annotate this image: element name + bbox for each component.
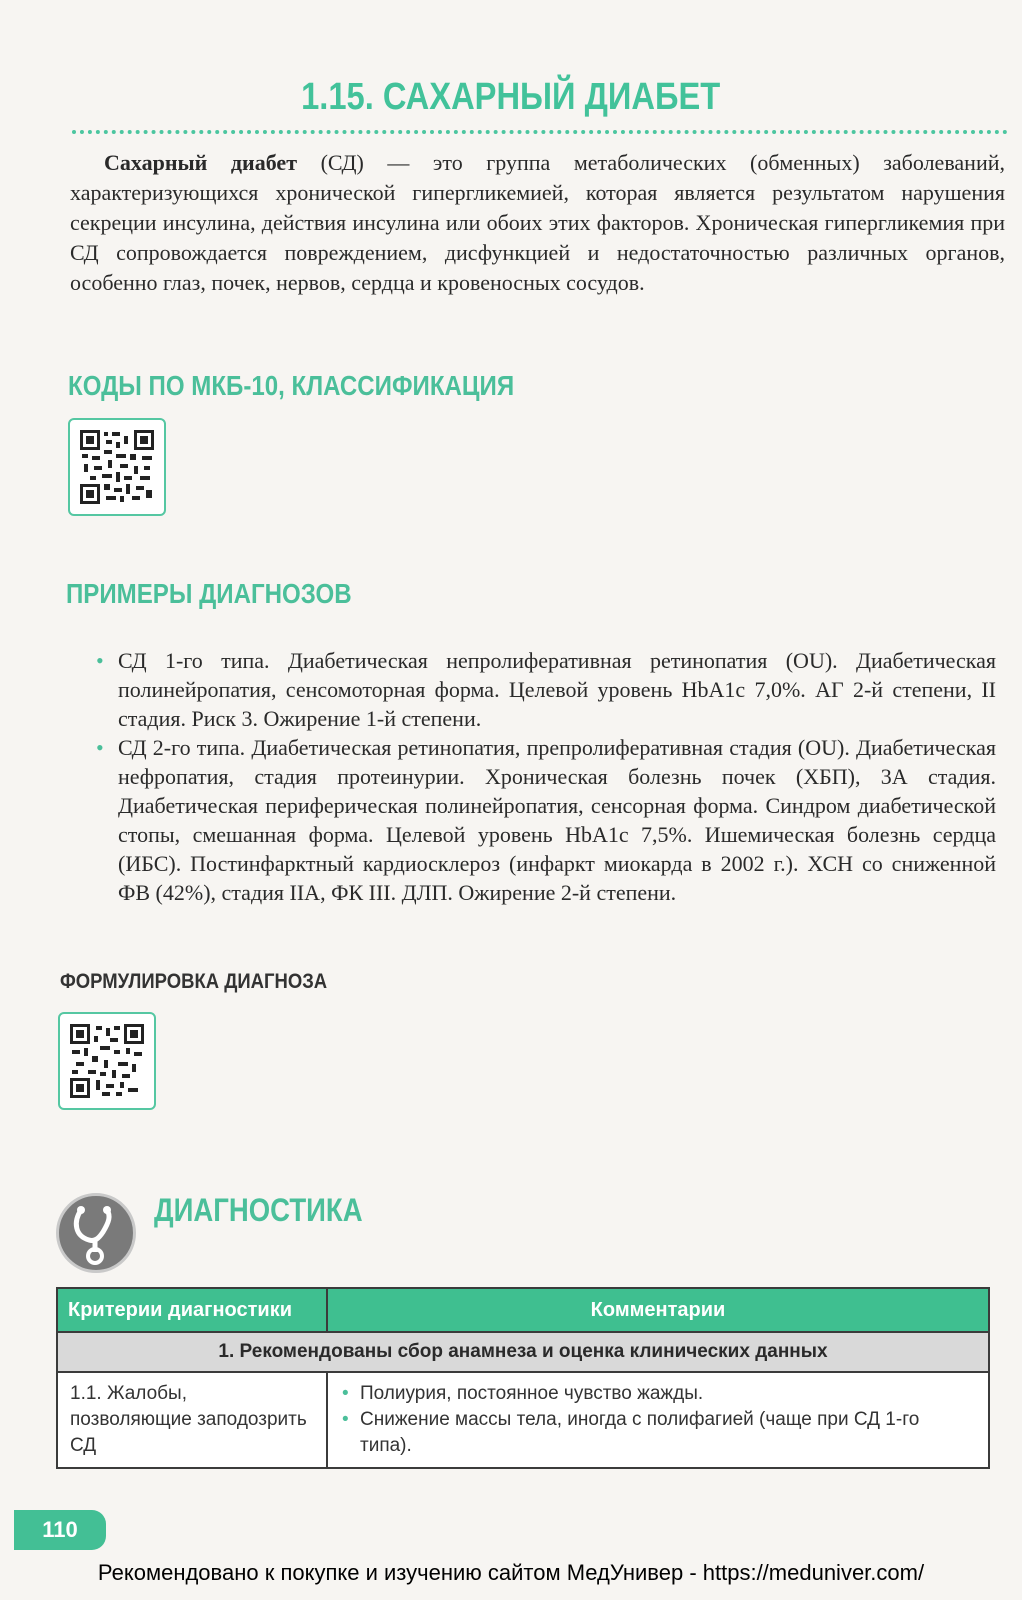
section-heading-icd: КОДЫ ПО МКБ-10, КЛАССИФИКАЦИЯ <box>68 370 515 401</box>
comments-cell <box>327 1372 989 1468</box>
intro-term: Сахарный диабет <box>104 150 298 175</box>
diagnosis-examples-list <box>96 646 996 907</box>
table-header-row <box>57 1288 989 1332</box>
bullet-icon: • <box>96 648 104 673</box>
qr-code-icon <box>80 430 154 504</box>
criterion-cell: 1.1. Жалобы, позволяющие заподозрить СД <box>57 1372 327 1468</box>
diagnostic-criteria-table <box>56 1287 990 1469</box>
list-item: • Полиурия, постоянное чувство жажды. <box>340 1381 976 1407</box>
qr-code-icd[interactable] <box>68 418 166 516</box>
list-item: • СД 1-го типа. Диабетическая непролиферативная ретинопатия (OU). Диабетическая полинейропатия, сенсомоторная форма. Целевой уровень HbA1c 7,0%. АГ 2-й степени, II стадия. Риск 3. Ожирение 1-й степени. <box>96 648 996 731</box>
bullet-icon: • <box>342 1409 349 1430</box>
footer-promo-text[interactable]: Рекомендовано к покупке и изучению сайтом МедУнивер - https://meduniver.com/ <box>97 1560 925 1585</box>
title-divider <box>72 130 1008 134</box>
stethoscope-icon <box>56 1193 136 1273</box>
intro-text: (СД) — это группа метаболических (обменных) заболеваний, характеризующихся хронической гипергликемией, которая является результатом нарушения секреции инсулина, действия инсулина или обоих этих факторов. Хроническая гипергликемия при СД сопровождается повреждением, дисфункцией и недостаточностью различных органов, особенно глаз, почек, нервов, сердца и кровеносных сосудов. <box>70 150 1005 295</box>
section-heading-examples: ПРИМЕРЫ ДИАГНОЗОВ <box>66 578 352 609</box>
table-section-row <box>57 1332 989 1372</box>
bullet-icon: • <box>96 735 104 760</box>
page-number: 110 <box>14 1510 106 1550</box>
table-section-label: 1. Рекомендованы сбор анамнеза и оценка клинических данных <box>57 1332 989 1372</box>
intro-paragraph <box>70 148 1005 298</box>
bullet-icon: • <box>342 1383 349 1404</box>
column-header-comments: Комментарии <box>327 1288 989 1332</box>
section-heading-formulation: ФОРМУЛИРОВКА ДИАГНОЗА <box>60 970 328 993</box>
list-item: • СД 2-го типа. Диабетическая ретинопатия, препролиферативная стадия (OU). Диабетическая нефропатия, стадия протеинурии. Хроническая болезнь почек (ХБП), 3А стадия. Диабетическая периферическая полинейропатия, сенсорная форма. Синдром диабетической стопы, смешанная форма. Целевой уровень HbA1c 7,5%. Ишемическая болезнь сердца (ИБС). Постинфарктный кардиосклероз (инфаркт миокарда в 2002 г.). ХСН со сниженной ФВ (42%), стадия IIА, ФК III. ДЛП. Ожирение 2-й степени. <box>96 735 996 905</box>
qr-code-formulation[interactable] <box>58 1012 156 1110</box>
chapter-title: 1.15. САХАРНЫЙ ДИАБЕТ <box>301 76 721 118</box>
table-row <box>57 1372 989 1468</box>
qr-code-icon <box>70 1024 144 1098</box>
list-item: • Снижение массы тела, иногда с полифагией (чаще при СД 1-го типа). <box>342 1409 920 1456</box>
section-heading-diagnostics: ДИАГНОСТИКА <box>154 1192 363 1228</box>
column-header-criteria: Критерии диагностики <box>57 1288 327 1332</box>
